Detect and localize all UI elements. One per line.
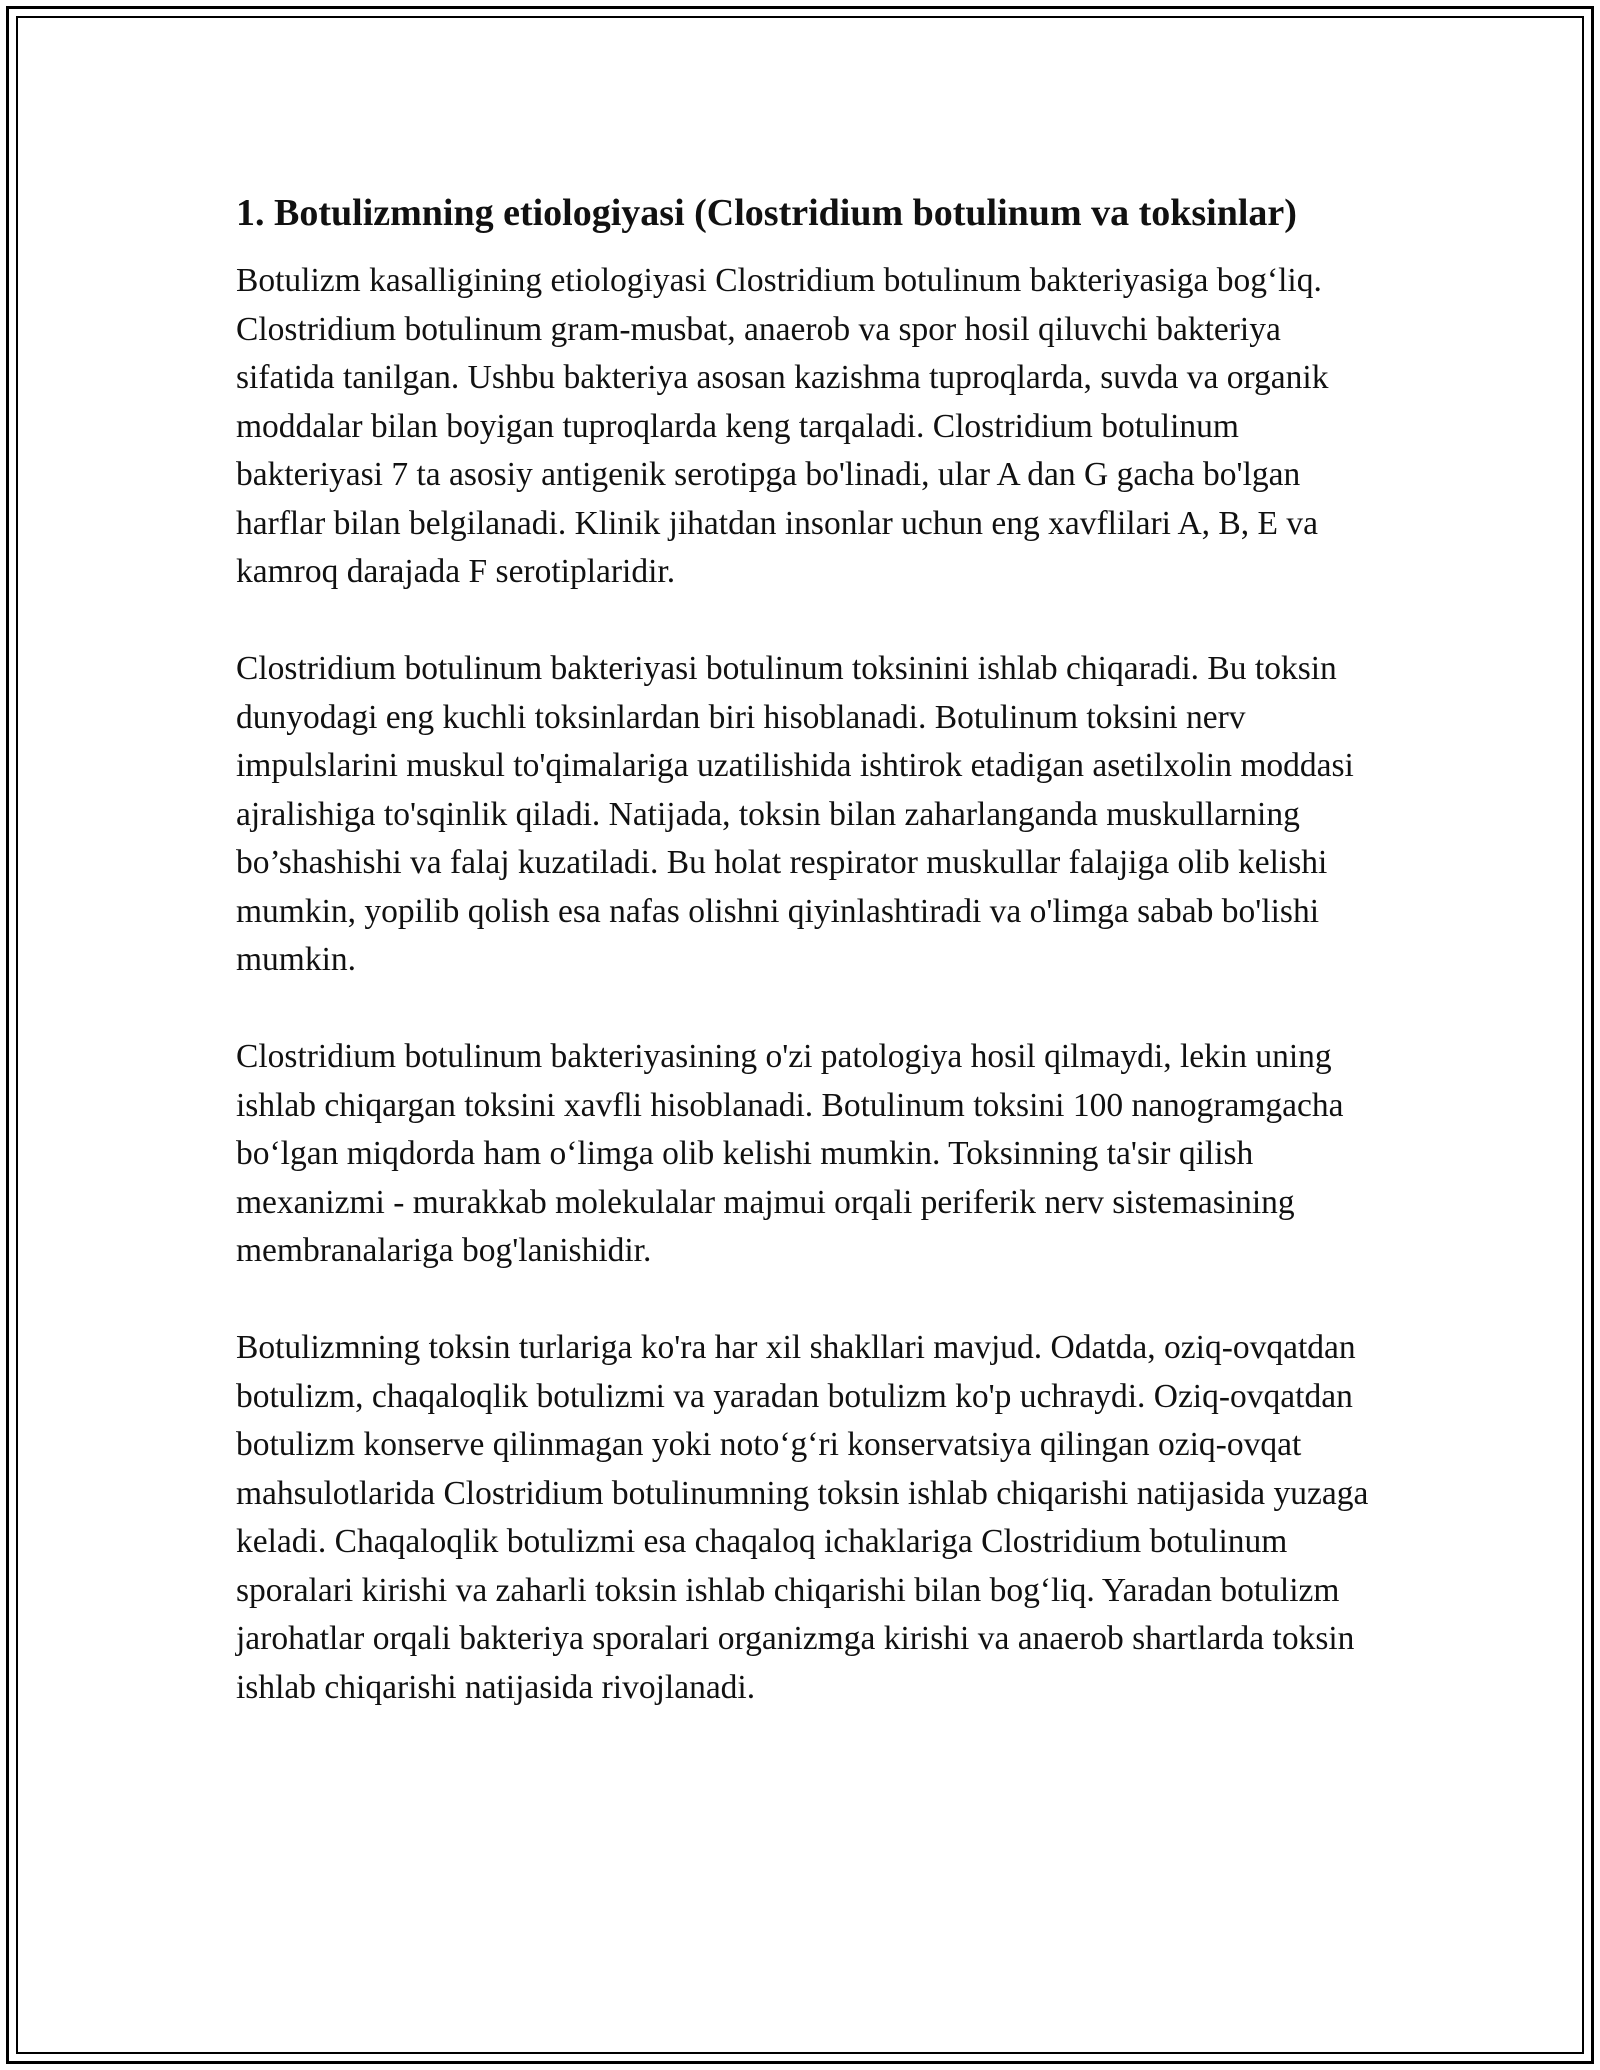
- paragraph-pathology: Clostridium botulinum bakteriyasining o'zi patologiya hosil qilmaydi, lekin uning ishlab chiqargan toksini xavfli hisoblanadi. Botulinum toksini 100 nanogramgacha bo‘lgan miqdorda ham o‘limga olib kelishi mumkin. Toksinning ta'sir qilish mexanizmi - murakkab molekulalar majmui orqali periferik nerv sistemasining membranalariga bog'lanishidir.: [236, 1038, 1344, 1269]
- paragraph-toxin: Clostridium botulinum bakteriyasi botulinum toksinini ishlab chiqaradi. Bu toksin dunyodagi eng kuchli toksinlardan biri hisoblanadi. Botulinum toksini nerv impulslarini muskul to'qimalariga uzatilishida ishtirok etadigan asetilxolin moddasi ajralishiga to'sqinlik qiladi. Natijada, toksin bilan zaharlanganda muskullarning bo’shashishi va falaj kuzatiladi. Bu holat respirator muskullar falajiga olib kelishi mumkin, yopilib qolish esa nafas olishni qiyinlashtiradi va o'limga sabab bo'lishi mumkin.: [236, 650, 1354, 978]
- document-body: [236, 186, 1376, 1761]
- paragraph-etiology: Botulizm kasalligining etiologiyasi Clostridium botulinum bakteriyasiga bog‘liq. Clostridium botulinum gram-musbat, anaerob va spor hosil qiluvchi bakteriya sifatida tanilgan. Ushbu bakteriya asosan kazishma tuproqlarda, suvda va organik moddalar bilan boyigan tuproqlarda keng tarqaladi. Clostridium botulinum bakteriyasi 7 ta asosiy antigenik serotipga bo'linadi, ular A dan G gacha bo'lgan harflar bilan belgilanadi. Klinik jihatdan insonlar uchun eng xavflilari A, B, E va kamroq darajada F serotiplaridir.: [236, 262, 1329, 590]
- paragraph-forms: Botulizmning toksin turlariga ko'ra har xil shakllari mavjud. Odatda, oziq-ovqatdan botulizm, chaqaloqlik botulizmi va yaradan botulizm ko'p uchraydi. Oziq-ovqatdan botulizm konserve qilinmagan yoki noto‘g‘ri konservatsiya qilingan oziq-ovqat mahsulotlarida Clostridium botulinumning toksin ishlab chiqarishi natijasida yuzaga keladi. Chaqaloqlik botulizmi esa chaqaloq ichaklariga Clostridium botulinum sporalari kirishi va zaharli toksin ishlab chiqarishi bilan bog‘liq. Yaradan botulizm jarohatlar orqali bakteriya sporalari organizmga kirishi va anaerob shartlarda toksin ishlab chiqarishi natijasida rivojlanadi.: [236, 1329, 1369, 1706]
- section-heading: 1. Botulizmning etiologiyasi (Clostridium botulinum va toksinlar): [236, 192, 1297, 234]
